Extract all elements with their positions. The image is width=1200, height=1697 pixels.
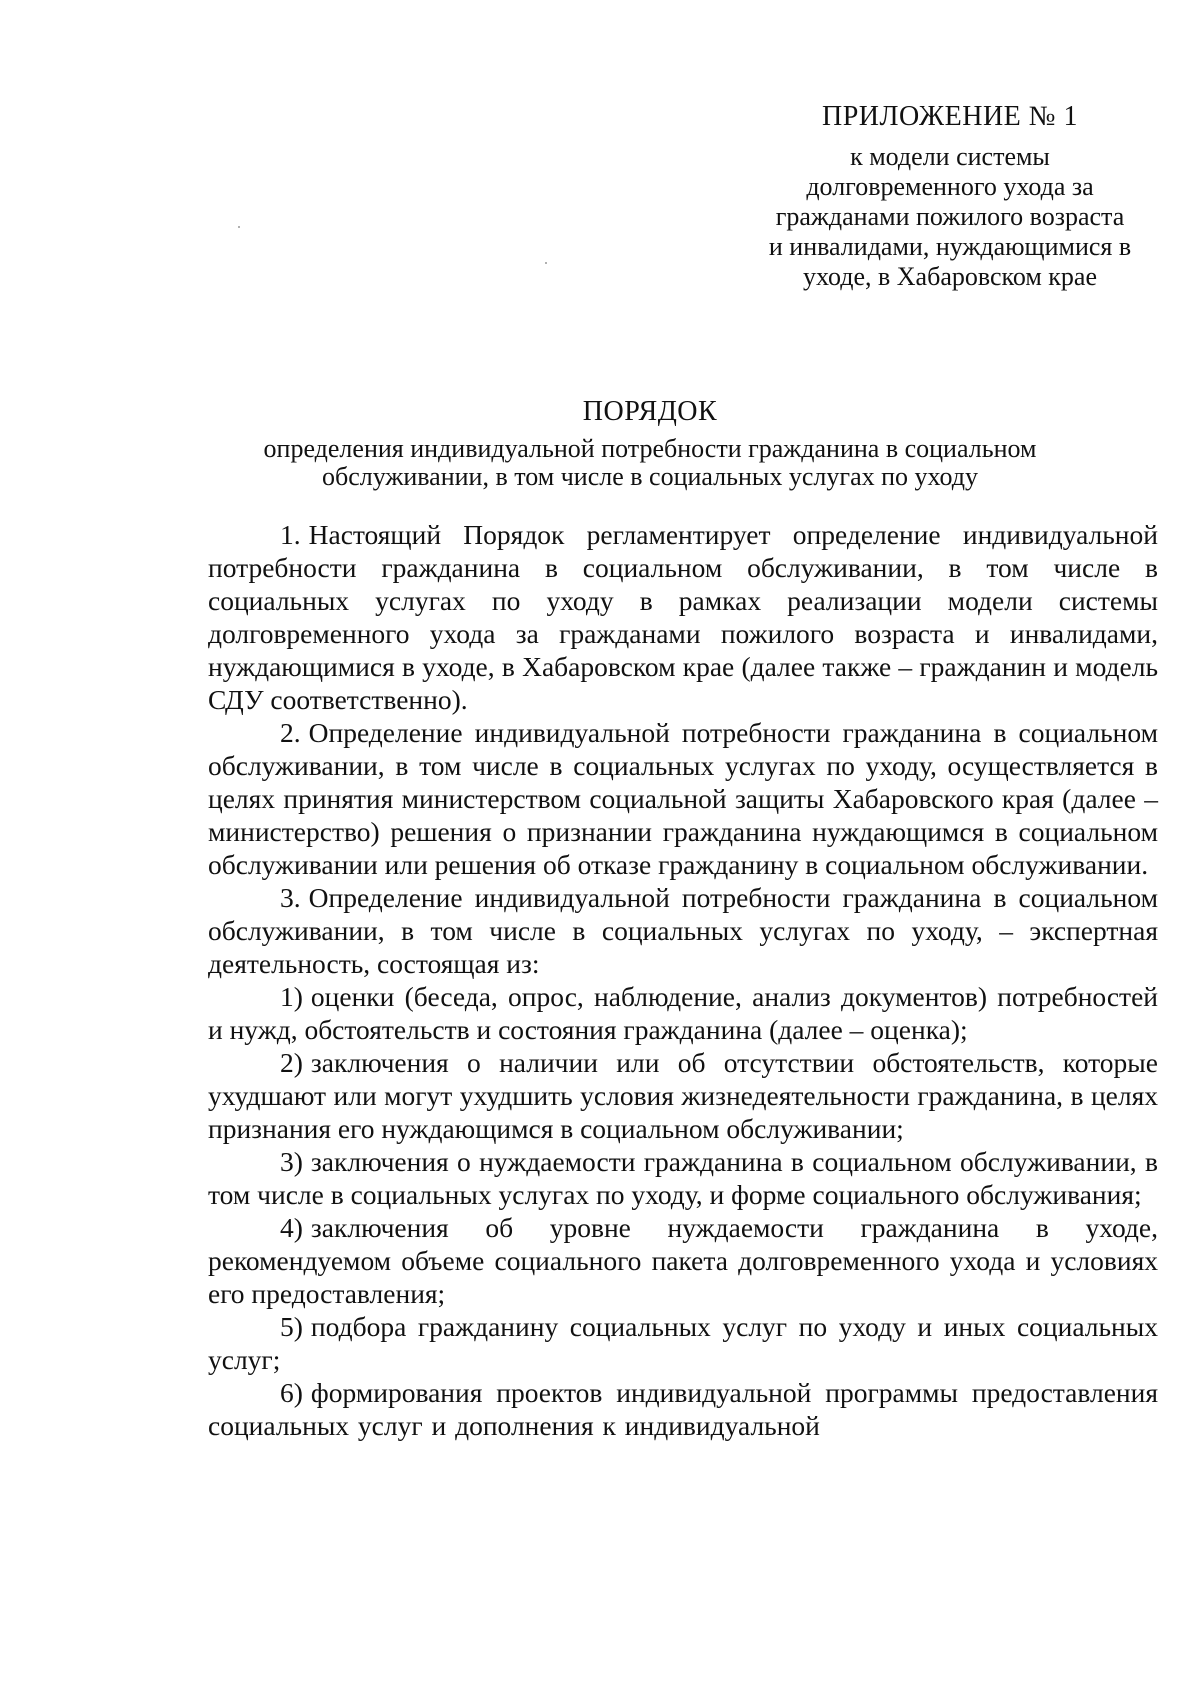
list-item-number: 4) xyxy=(280,1212,303,1243)
list-item-text: заключения об уровне нуждаемости гражданина в уходе, рекомендуемом объеме социального пакета долговременного ухода и условиях его предоставления; xyxy=(208,1212,1158,1309)
list-item-text: формирования проектов индивидуальной программы предоставления социальных услуг и дополнения к индивидуальной xyxy=(208,1377,1158,1441)
list-item-2 xyxy=(208,1046,1158,1145)
document-body xyxy=(208,518,1158,1442)
paragraph-text: Настоящий Порядок регламентирует определение индивидуальной потребности гражданина в социальном обслуживании, в том числе в социальных услугах по уходу в рамках реализации модели системы долговременного ухода за гражданами пожилого возраста и инвалидами, нуждающимися в уходе, в Хабаровском крае (далее также – гражданин и модель СДУ соответственно). xyxy=(208,519,1158,715)
list-item-number: 1) xyxy=(280,981,303,1012)
subtitle-line: определения индивидуальной потребности гражданина в социальном xyxy=(263,434,1037,463)
paragraph-3 xyxy=(208,881,1158,980)
appendix-title: ПРИЛОЖЕНИЕ № 1 xyxy=(822,101,1078,132)
list-item-4 xyxy=(208,1211,1158,1310)
list-item-6 xyxy=(208,1376,1158,1442)
paragraph-number: 2. xyxy=(280,717,301,748)
list-item-3 xyxy=(208,1145,1158,1211)
document-title: ПОРЯДОК xyxy=(582,396,718,427)
appendix-line: к модели системы xyxy=(850,142,1050,171)
subtitle-line: обслуживании, в том числе в социальных услугах по уходу xyxy=(321,462,979,491)
list-item-number: 2) xyxy=(280,1047,303,1078)
list-item-text: подбора гражданину социальных услуг по уходу и иных социальных услуг; xyxy=(208,1311,1158,1375)
scan-speck xyxy=(545,262,547,264)
document-subtitle xyxy=(200,435,1100,491)
paragraph-number: 1. xyxy=(280,519,301,550)
list-item-number: 6) xyxy=(280,1377,303,1408)
list-item-number: 5) xyxy=(280,1311,303,1342)
list-item-number: 3) xyxy=(280,1146,303,1177)
list-item-text: заключения о нуждаемости гражданина в социальном обслуживании, в том числе в социальных услугах по уходу, и форме социального обслуживания; xyxy=(208,1146,1158,1210)
paragraph-number: 3. xyxy=(280,882,301,913)
list-item-1 xyxy=(208,980,1158,1046)
paragraph-text: Определение индивидуальной потребности гражданина в социальном обслуживании, в том числе в социальных услугах по уходу, – экспертная деятельность, состоящая из: xyxy=(208,882,1158,979)
appendix-line: и инвалидами, нуждающимися в xyxy=(768,232,1132,261)
appendix-line: долговременного ухода за xyxy=(806,172,1094,201)
paragraph-text: Определение индивидуальной потребности гражданина в социальном обслуживании, в том числе в социальных услугах по уходу, осуществляется в целях принятия министерством социальной защиты Хабаровского края (далее – министерство) решения о признании гражданина нуждающимся в социальном обслуживании или решения об отказе гражданину в социальном обслуживании. xyxy=(208,717,1158,880)
paragraph-2 xyxy=(208,716,1158,881)
appendix-line: уходе, в Хабаровском крае xyxy=(802,262,1098,291)
list-item-text: оценки (беседа, опрос, наблюдение, анализ документов) потребностей и нужд, обстоятельств и состояния гражданина (далее – оценка); xyxy=(208,981,1158,1045)
paragraph-1 xyxy=(208,518,1158,716)
list-item-text: заключения о наличии или об отсутствии обстоятельств, которые ухудшают или могут ухудшить условия жизнедеятельности гражданина, в целях признания его нуждающимся в социальном обслуживании; xyxy=(208,1047,1158,1144)
scan-speck xyxy=(238,226,240,228)
appendix-line: гражданами пожилого возраста xyxy=(775,202,1125,231)
list-item-5 xyxy=(208,1310,1158,1376)
appendix-block xyxy=(720,100,1180,292)
